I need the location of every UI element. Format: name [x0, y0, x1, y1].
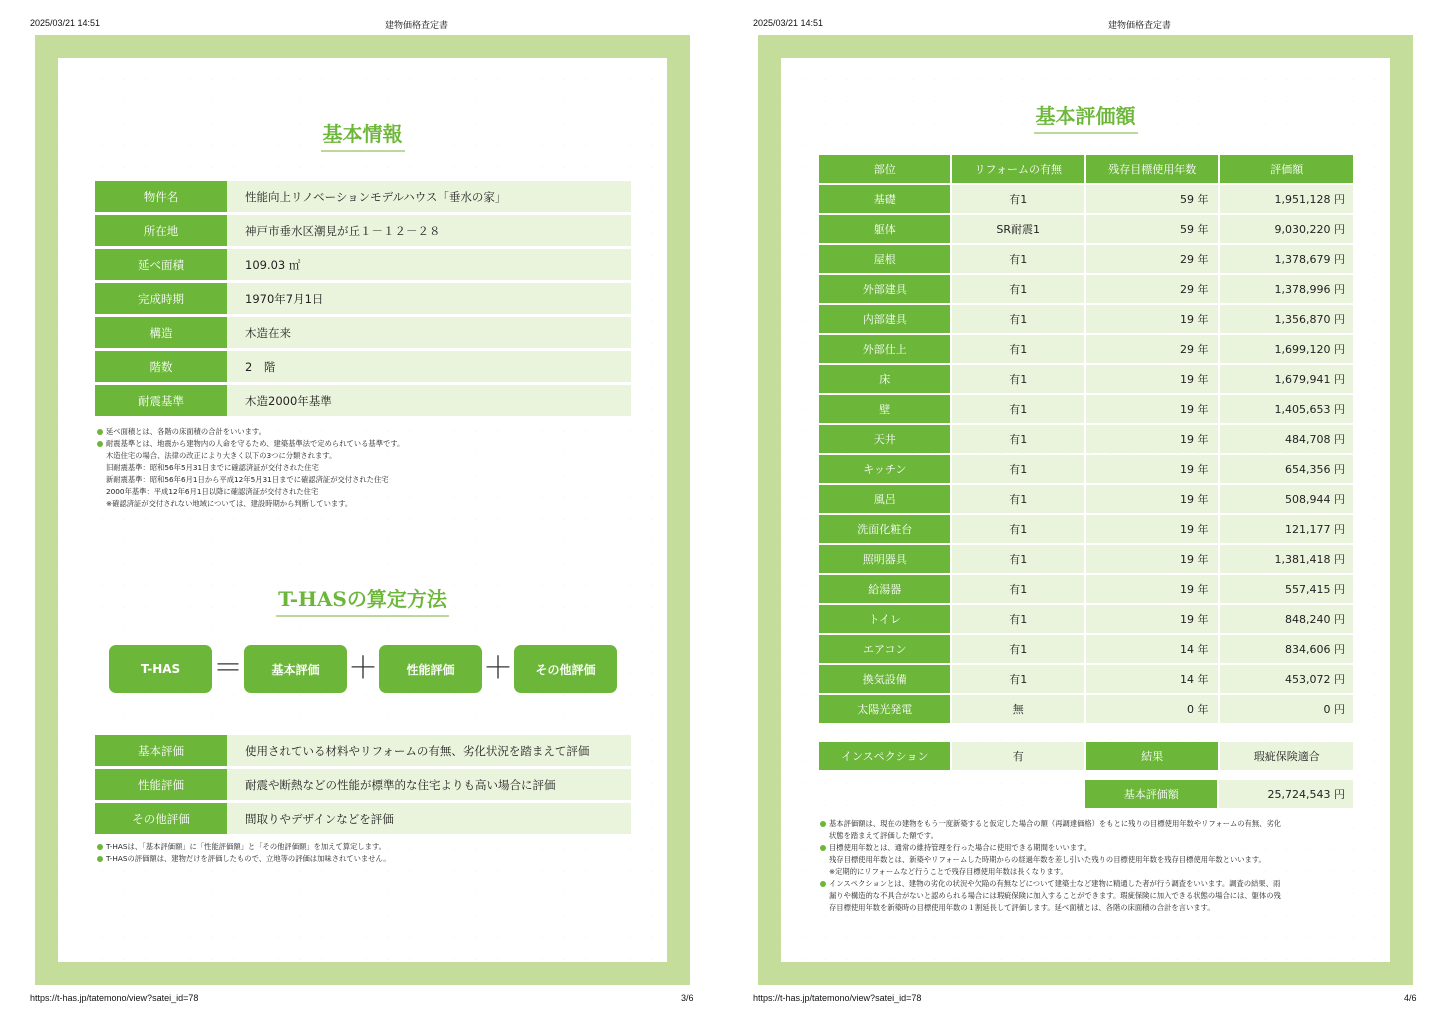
- left-page: [58, 58, 667, 962]
- reform-status: 有1: [952, 605, 1083, 633]
- reform-status: 有1: [952, 455, 1083, 483]
- left-footer-page: 3/6: [681, 993, 694, 1003]
- note-line: 旧耐震基準：昭和56年5月31日までに確認済証が交付された住宅: [106, 463, 319, 472]
- note-line: ※確認済証が交付されない地域については、建設時期から判断しています。: [106, 499, 353, 508]
- method-table: [95, 732, 631, 837]
- info-label: 耐震基準: [95, 385, 227, 416]
- part-name: 屋根: [819, 245, 950, 273]
- formula-basic-box: 基本評価: [244, 645, 347, 693]
- part-name: 躯体: [819, 215, 950, 243]
- col-value: 評価額: [1220, 155, 1353, 183]
- info-value: 109.03 ㎡: [227, 249, 631, 280]
- evaluation-row: [819, 635, 1353, 663]
- formula-equals: ＝: [213, 651, 243, 686]
- evaluation-row: [819, 665, 1353, 693]
- evaluation-row: [819, 545, 1353, 573]
- method-row: [95, 769, 631, 800]
- evaluation-value: 121,177 円: [1220, 515, 1353, 543]
- info-row: [95, 317, 631, 348]
- remaining-years: 19 年: [1086, 395, 1219, 423]
- remaining-years: 19 年: [1086, 485, 1219, 513]
- formula-plus-2: ＋: [483, 651, 513, 686]
- evaluation-value: 1,378,679 円: [1220, 245, 1353, 273]
- note-line: 漏りや構造的な不具合がないと認められる場合には瑕疵保険に加入することができます。瑕疵保険に加入できる状態の場合には、躯体の残: [829, 891, 1281, 900]
- inspection-row: [819, 742, 1353, 770]
- method-row: [95, 735, 631, 766]
- note-line: 木造住宅の場合、法律の改正により大きく以下の3つに分類されます。: [106, 451, 337, 460]
- note-line: 基本評価額は、現在の建物をもう一度新築すると仮定した場合の額（再調達価格）をもとに残りの目標使用年数やリフォームの有無、劣化: [819, 818, 1359, 830]
- col-years: 残存目標使用年数: [1086, 155, 1219, 183]
- part-name: トイレ: [819, 605, 950, 633]
- right-footer-page: 4/6: [1404, 993, 1417, 1003]
- evaluation-value: 1,378,996 円: [1220, 275, 1353, 303]
- evaluation-row: [819, 485, 1353, 513]
- note-line: 存目標使用年数を新築時の目標使用年数の１割延長して評価します。延べ面積とは、各階の床面積の合計を言います。: [829, 903, 1215, 912]
- total-label: 基本評価額: [1085, 780, 1217, 808]
- reform-status: 有1: [952, 275, 1083, 303]
- info-value: 1970年7月1日: [227, 283, 631, 314]
- method-label: その他評価: [95, 803, 227, 834]
- remaining-years: 14 年: [1086, 665, 1219, 693]
- col-part: 部位: [819, 155, 950, 183]
- evaluation-row: [819, 215, 1353, 243]
- evaluation-value: 654,356 円: [1220, 455, 1353, 483]
- method-value: 耐震や断熱などの性能が標準的な住宅よりも高い場合に評価: [227, 769, 631, 800]
- right-header-datetime: 2025/03/21 14:51: [753, 18, 824, 28]
- basic-info-notes: [96, 426, 404, 510]
- evaluation-row: [819, 305, 1353, 333]
- evaluation-value: 1,699,120 円: [1220, 335, 1353, 363]
- evaluation-row: [819, 455, 1353, 483]
- evaluation-row: [819, 515, 1353, 543]
- method-label: 性能評価: [95, 769, 227, 800]
- remaining-years: 19 年: [1086, 365, 1219, 393]
- evaluation-row: [819, 695, 1353, 723]
- inspection-value: 有: [952, 742, 1083, 770]
- part-name: キッチン: [819, 455, 950, 483]
- reform-status: 有1: [952, 515, 1083, 543]
- remaining-years: 29 年: [1086, 335, 1219, 363]
- left-header-datetime: 2025/03/21 14:51: [30, 18, 101, 28]
- evaluation-value: 557,415 円: [1220, 575, 1353, 603]
- evaluation-value: 1,405,653 円: [1220, 395, 1353, 423]
- reform-status: 有1: [952, 245, 1083, 273]
- evaluation-table: [817, 153, 1355, 725]
- info-value: 神戸市垂水区潮見が丘１－１２－２８: [227, 215, 631, 246]
- formula-plus-1: ＋: [348, 651, 378, 686]
- info-label: 構造: [95, 317, 227, 348]
- evaluation-value: 1,679,941 円: [1220, 365, 1353, 393]
- left-footer-url: https://t-has.jp/tatemono/view?satei_id=78: [30, 993, 199, 1003]
- note-line: 延べ面積とは、各階の床面積の合計をいいます。: [96, 426, 404, 438]
- evaluation-row: [819, 605, 1353, 633]
- evaluation-row: [819, 245, 1353, 273]
- evaluation-notes: [819, 818, 1359, 914]
- method-row: [95, 803, 631, 834]
- info-label: 完成時期: [95, 283, 227, 314]
- remaining-years: 19 年: [1086, 605, 1219, 633]
- note-line: 状態を踏まえて評価した額です。: [829, 831, 938, 840]
- part-name: 換気設備: [819, 665, 950, 693]
- method-title: T-HASの算定方法: [58, 583, 667, 617]
- info-row: [95, 283, 631, 314]
- evaluation-value: 1,356,870 円: [1220, 305, 1353, 333]
- info-value: 2 階: [227, 351, 631, 382]
- reform-status: 有1: [952, 545, 1083, 573]
- evaluation-row: [819, 185, 1353, 213]
- part-name: 洗面化粧台: [819, 515, 950, 543]
- evaluation-header-row: [819, 155, 1353, 183]
- part-name: 太陽光発電: [819, 695, 950, 723]
- total-row: [1085, 780, 1353, 808]
- left-header-title: 建物価格査定書: [385, 20, 449, 30]
- formula-performance-box: 性能評価: [379, 645, 482, 693]
- reform-status: 有1: [952, 665, 1083, 693]
- total-value: 25,724,543 円: [1219, 780, 1353, 808]
- part-name: エアコン: [819, 635, 950, 663]
- part-name: 床: [819, 365, 950, 393]
- basic-info-title: 基本情報: [58, 118, 667, 152]
- left-page-frame: [35, 35, 690, 985]
- info-label: 物件名: [95, 181, 227, 212]
- info-value: 性能向上リノベーションモデルハウス「垂水の家」: [227, 181, 631, 212]
- right-footer-url: https://t-has.jp/tatemono/view?satei_id=78: [753, 993, 922, 1003]
- evaluation-value: 834,606 円: [1220, 635, 1353, 663]
- part-name: 照明器具: [819, 545, 950, 573]
- reform-status: SR耐震1: [952, 215, 1083, 243]
- info-label: 所在地: [95, 215, 227, 246]
- evaluation-value: 848,240 円: [1220, 605, 1353, 633]
- remaining-years: 59 年: [1086, 215, 1219, 243]
- col-reform: リフォームの有無: [952, 155, 1083, 183]
- remaining-years: 59 年: [1086, 185, 1219, 213]
- remaining-years: 19 年: [1086, 305, 1219, 333]
- evaluation-value: 484,708 円: [1220, 425, 1353, 453]
- info-row: [95, 181, 631, 212]
- remaining-years: 19 年: [1086, 455, 1219, 483]
- part-name: 外部仕上: [819, 335, 950, 363]
- part-name: 壁: [819, 395, 950, 423]
- note-line: T-HASの評価額は、建物だけを評価したもので、立地等の評価は加味されていません。: [96, 853, 391, 865]
- reform-status: 有1: [952, 305, 1083, 333]
- result-value: 瑕疵保険適合: [1220, 742, 1353, 770]
- inspection-table: [817, 740, 1355, 772]
- info-value: 木造在来: [227, 317, 631, 348]
- reform-status: 有1: [952, 395, 1083, 423]
- remaining-years: 19 年: [1086, 425, 1219, 453]
- evaluation-title: 基本評価額: [781, 100, 1390, 134]
- part-name: 基礎: [819, 185, 950, 213]
- reform-status: 有1: [952, 485, 1083, 513]
- info-row: [95, 385, 631, 416]
- remaining-years: 29 年: [1086, 245, 1219, 273]
- note-line: 2000年基準：平成12年6月1日以降に確認済証が交付された住宅: [106, 487, 319, 496]
- total-table: [1083, 778, 1355, 810]
- evaluation-value: 1,381,418 円: [1220, 545, 1353, 573]
- note-line: インスペクションとは、建物の劣化の状況や欠陥の有無などについて建築士など建物に精通した者が行う調査をいいます。調査の結果、雨: [819, 878, 1359, 890]
- remaining-years: 14 年: [1086, 635, 1219, 663]
- note-line: ※定期的にリフォームなど行うことで残存目標使用年数は長くなります。: [829, 867, 1068, 876]
- remaining-years: 19 年: [1086, 575, 1219, 603]
- reform-status: 有1: [952, 365, 1083, 393]
- evaluation-row: [819, 365, 1353, 393]
- note-line: T-HASは、「基本評価額」に「性能評価額」と「その他評価額」を加えて算定します。: [96, 841, 391, 853]
- formula-thas-box: T-HAS: [109, 645, 212, 693]
- part-name: 風呂: [819, 485, 950, 513]
- method-notes: [96, 841, 391, 865]
- part-name: 内部建具: [819, 305, 950, 333]
- right-page: [781, 58, 1390, 962]
- info-row: [95, 215, 631, 246]
- result-label: 結果: [1086, 742, 1219, 770]
- reform-status: 有1: [952, 575, 1083, 603]
- method-value: 使用されている材料やリフォームの有無、劣化状況を踏まえて評価: [227, 735, 631, 766]
- evaluation-value: 0 円: [1220, 695, 1353, 723]
- part-name: 給湯器: [819, 575, 950, 603]
- remaining-years: 29 年: [1086, 275, 1219, 303]
- reform-status: 有1: [952, 335, 1083, 363]
- evaluation-value: 9,030,220 円: [1220, 215, 1353, 243]
- reform-status: 有1: [952, 635, 1083, 663]
- right-header-title: 建物価格査定書: [1108, 20, 1172, 30]
- info-label: 延べ面積: [95, 249, 227, 280]
- evaluation-value: 508,944 円: [1220, 485, 1353, 513]
- evaluation-value: 453,072 円: [1220, 665, 1353, 693]
- note-line: 残存目標使用年数とは、新築やリフォームした時期からの経過年数を差し引いた残りの目標使用年数を残存目標使用年数といいます。: [829, 855, 1266, 864]
- evaluation-row: [819, 425, 1353, 453]
- evaluation-value: 1,951,128 円: [1220, 185, 1353, 213]
- method-value: 間取りやデザインなどを評価: [227, 803, 631, 834]
- evaluation-row: [819, 575, 1353, 603]
- method-label: 基本評価: [95, 735, 227, 766]
- basic-info-table: [95, 178, 631, 419]
- info-value: 木造2000年基準: [227, 385, 631, 416]
- right-page-frame: [758, 35, 1413, 985]
- evaluation-row: [819, 335, 1353, 363]
- part-name: 天井: [819, 425, 950, 453]
- remaining-years: 0 年: [1086, 695, 1219, 723]
- formula-other-box: その他評価: [514, 645, 617, 693]
- reform-status: 有1: [952, 425, 1083, 453]
- note-line: 新耐震基準：昭和56年6月1日から平成12年5月31日までに確認済証が交付された住宅: [106, 475, 389, 484]
- info-row: [95, 351, 631, 382]
- remaining-years: 19 年: [1086, 515, 1219, 543]
- remaining-years: 19 年: [1086, 545, 1219, 573]
- evaluation-row: [819, 395, 1353, 423]
- part-name: 外部建具: [819, 275, 950, 303]
- note-line: 目標使用年数とは、通常の維持管理を行った場合に使用できる期間をいいます。: [819, 842, 1359, 854]
- reform-status: 無: [952, 695, 1083, 723]
- inspection-label: インスペクション: [819, 742, 950, 770]
- info-row: [95, 249, 631, 280]
- note-line: 耐震基準とは、地震から建物内の人命を守るため、建築基準法で定められている基準です。: [96, 438, 404, 450]
- info-label: 階数: [95, 351, 227, 382]
- evaluation-row: [819, 275, 1353, 303]
- reform-status: 有1: [952, 185, 1083, 213]
